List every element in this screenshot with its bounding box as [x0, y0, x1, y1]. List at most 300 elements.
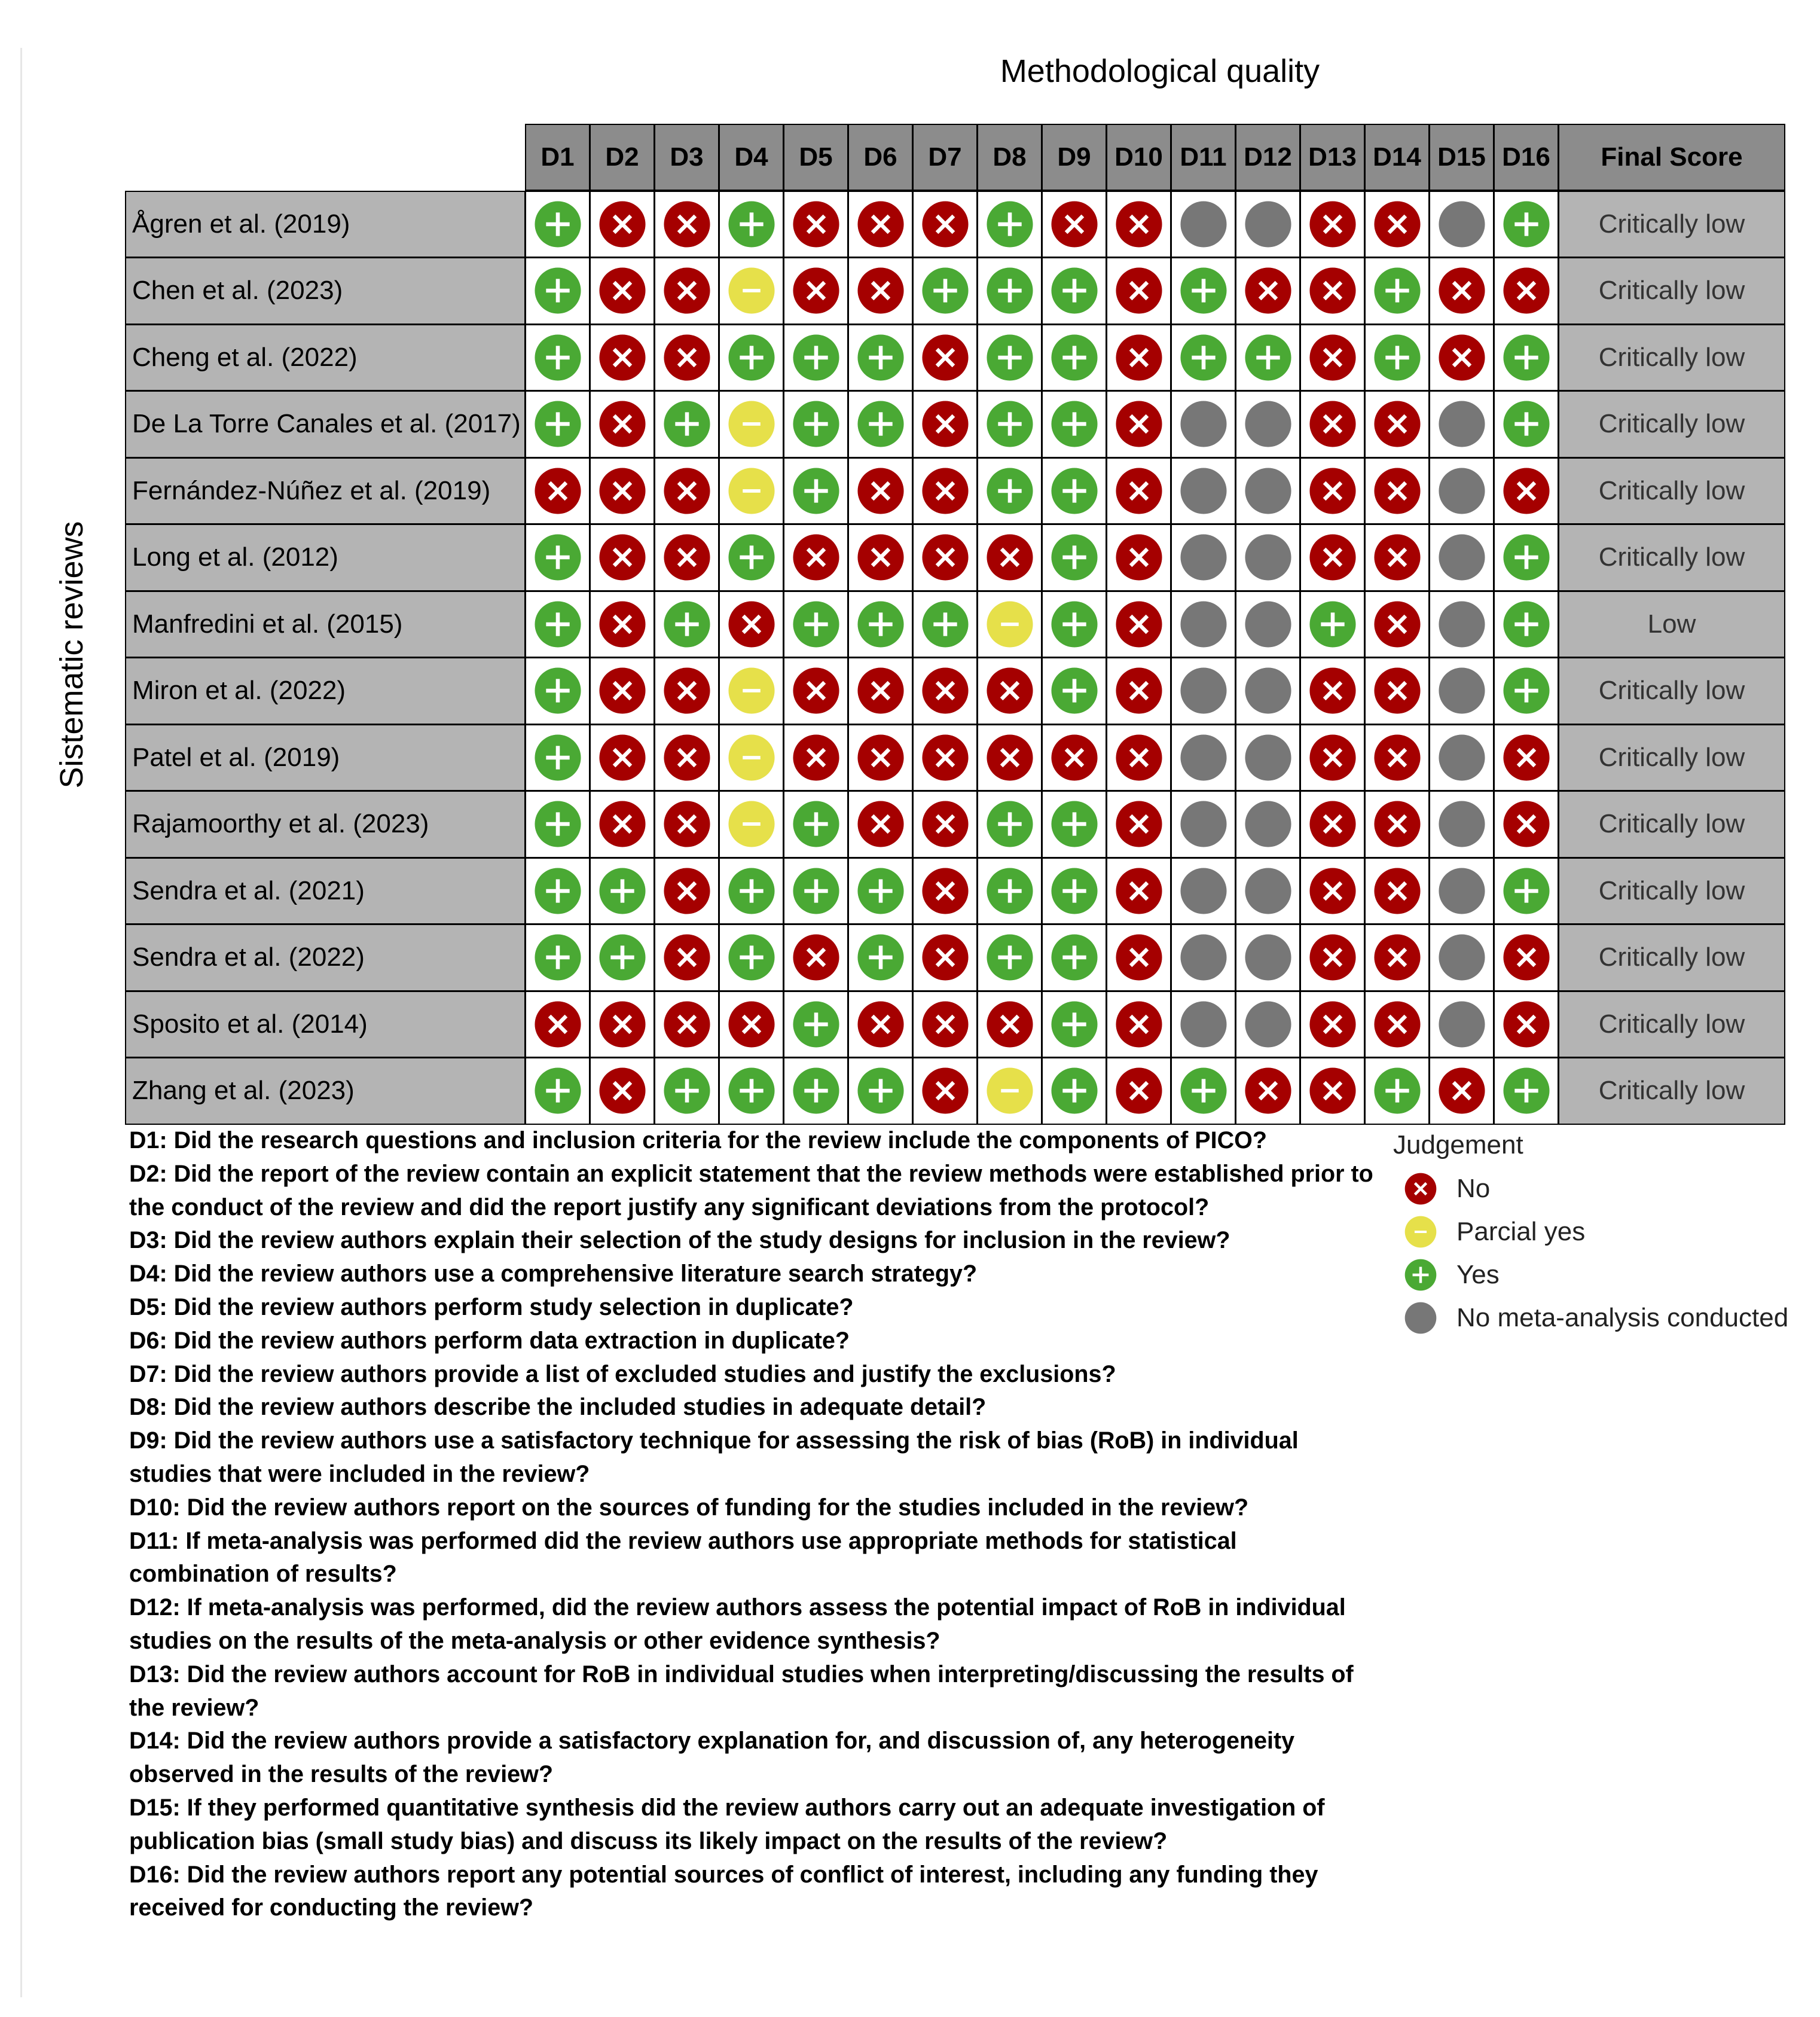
- no-cross-icon: [921, 200, 970, 249]
- no-cross-icon: [1114, 1000, 1164, 1049]
- yes-plus-icon: [856, 933, 905, 982]
- score-cell-d3: [654, 524, 719, 591]
- score-cell-d12: [1235, 591, 1300, 658]
- score-cell-d14: [1364, 791, 1430, 858]
- no-meta-analysis-circle-icon: [1179, 666, 1228, 715]
- yes-plus-icon: [1179, 1066, 1228, 1115]
- no-meta-analysis-circle-icon: [1244, 399, 1293, 448]
- no-cross-icon: [1114, 333, 1164, 382]
- score-cell-d13: [1300, 390, 1365, 458]
- review-name: Rajamoorthy et al. (2023): [125, 791, 526, 858]
- yes-plus-icon: [1404, 1258, 1437, 1292]
- domain-question: D6: Did the review authors perform data extraction in duplicate?: [129, 1327, 850, 1354]
- yes-plus-icon: [792, 399, 841, 448]
- score-cell-d5: [783, 1057, 848, 1125]
- review-name: De La Torre Canales et al. (2017): [125, 390, 526, 458]
- yes-plus-icon: [1050, 333, 1099, 382]
- score-cell-d13: [1300, 191, 1365, 258]
- y-axis-label: Sistematic reviews: [54, 521, 90, 789]
- no-cross-icon: [598, 1066, 647, 1115]
- no-cross-icon: [1373, 933, 1422, 982]
- no-cross-icon: [1308, 1066, 1357, 1115]
- score-cell-d2: [590, 858, 655, 925]
- score-cell-d10: [1106, 257, 1171, 325]
- score-cell-d6: [848, 191, 913, 258]
- yes-plus-icon: [533, 666, 582, 715]
- score-cell-d16: [1494, 591, 1559, 658]
- no-cross-icon: [1244, 1066, 1293, 1115]
- score-cell-d1: [525, 257, 590, 325]
- score-cell-d1: [525, 791, 590, 858]
- yes-plus-icon: [1502, 533, 1551, 582]
- yes-plus-icon: [921, 600, 970, 649]
- score-cell-d16: [1494, 390, 1559, 458]
- column-header-d14: D14: [1364, 124, 1430, 191]
- score-cell-d3: [654, 257, 719, 325]
- no-meta-analysis-circle-icon: [1179, 600, 1228, 649]
- table-row: [126, 591, 1785, 658]
- final-score: Critically low: [1558, 524, 1785, 591]
- domain-question: D9: Did the review authors use a satisfactory technique for assessing the risk of bias (RoB) in individual studies that were included in the review?: [129, 1427, 1299, 1487]
- domain-question: D7: Did the review authors provide a list of excluded studies and justify the exclusions?: [129, 1360, 1116, 1387]
- score-cell-d7: [912, 657, 978, 725]
- column-header-d1: D1: [525, 124, 590, 191]
- score-cell-d7: [912, 991, 978, 1058]
- yes-plus-icon: [1050, 399, 1099, 448]
- column-header-d13: D13: [1300, 124, 1365, 191]
- score-cell-d15: [1429, 924, 1494, 991]
- no-cross-icon: [662, 466, 711, 515]
- yes-plus-icon: [533, 533, 582, 582]
- score-cell-d3: [654, 390, 719, 458]
- score-cell-d4: [719, 324, 784, 392]
- score-cell-d12: [1235, 724, 1300, 792]
- legend-label: Parcial yes: [1456, 1217, 1586, 1246]
- no-cross-icon: [1373, 399, 1422, 448]
- domain-question: D15: If they performed quantitative synthesis did the review authors carry out an adequate investigation of publication bias (small study bias) and discuss its likely impact on the results of the review?: [129, 1794, 1325, 1854]
- score-cell-d8: [977, 924, 1042, 991]
- score-cell-d2: [590, 1057, 655, 1125]
- column-header-d12: D12: [1235, 124, 1300, 191]
- final-score: Critically low: [1558, 991, 1785, 1058]
- column-header-d8: D8: [977, 124, 1042, 191]
- score-cell-d16: [1494, 924, 1559, 991]
- yes-plus-icon: [985, 866, 1034, 916]
- score-cell-d11: [1171, 324, 1236, 392]
- no-cross-icon: [662, 200, 711, 249]
- no-meta-analysis-circle-icon: [1437, 1000, 1486, 1049]
- score-cell-d2: [590, 924, 655, 991]
- yes-plus-icon: [985, 933, 1034, 982]
- score-cell-d9: [1042, 524, 1107, 591]
- score-cell-d15: [1429, 257, 1494, 325]
- yes-plus-icon: [533, 266, 582, 315]
- no-meta-analysis-circle-icon: [1179, 733, 1228, 782]
- score-cell-d14: [1364, 657, 1430, 725]
- score-cell-d4: [719, 257, 784, 325]
- score-cell-d2: [590, 390, 655, 458]
- no-cross-icon: [1308, 200, 1357, 249]
- partial-minus-icon: [727, 266, 776, 315]
- score-cell-d16: [1494, 991, 1559, 1058]
- yes-plus-icon: [792, 1000, 841, 1049]
- no-cross-icon: [598, 666, 647, 715]
- score-cell-d8: [977, 724, 1042, 792]
- final-score: Critically low: [1558, 257, 1785, 325]
- column-header-d5: D5: [783, 124, 848, 191]
- no-cross-icon: [1114, 866, 1164, 916]
- score-cell-d8: [977, 390, 1042, 458]
- no-cross-icon: [1114, 533, 1164, 582]
- no-cross-icon: [598, 399, 647, 448]
- score-cell-d6: [848, 457, 913, 525]
- score-cell-d4: [719, 457, 784, 525]
- score-cell-d11: [1171, 457, 1236, 525]
- no-cross-icon: [856, 466, 905, 515]
- score-cell-d4: [719, 390, 784, 458]
- score-cell-d8: [977, 591, 1042, 658]
- yes-plus-icon: [985, 200, 1034, 249]
- score-cell-d6: [848, 724, 913, 792]
- score-cell-d11: [1171, 524, 1236, 591]
- no-meta-analysis-circle-icon: [1179, 200, 1228, 249]
- domain-question: D12: If meta-analysis was performed, did the review authors assess the potential impact of RoB in individual studies on the results of the meta-analysis or other evidence synthesis?: [129, 1594, 1346, 1654]
- score-cell-d10: [1106, 724, 1171, 792]
- no-cross-icon: [1114, 733, 1164, 782]
- no-cross-icon: [1114, 600, 1164, 649]
- table-row: [126, 524, 1785, 591]
- legend-item: [1393, 1167, 1788, 1210]
- no-cross-icon: [792, 733, 841, 782]
- column-header-d6: D6: [848, 124, 913, 191]
- yes-plus-icon: [1050, 800, 1099, 849]
- yes-plus-icon: [856, 333, 905, 382]
- table-row: [126, 725, 1785, 792]
- yes-plus-icon: [1502, 200, 1551, 249]
- score-cell-d6: [848, 924, 913, 991]
- column-header-d3: D3: [654, 124, 719, 191]
- score-cell-d1: [525, 1057, 590, 1125]
- yes-plus-icon: [727, 866, 776, 916]
- table-row: [126, 858, 1785, 925]
- score-cell-d2: [590, 324, 655, 392]
- score-cell-d13: [1300, 991, 1365, 1058]
- no-cross-icon: [792, 666, 841, 715]
- no-cross-icon: [1114, 466, 1164, 515]
- score-cell-d13: [1300, 257, 1365, 325]
- yes-plus-icon: [1050, 266, 1099, 315]
- score-cell-d2: [590, 991, 655, 1058]
- yes-plus-icon: [1373, 266, 1422, 315]
- no-meta-analysis-circle-icon: [1244, 866, 1293, 916]
- no-cross-icon: [1502, 800, 1551, 849]
- no-cross-icon: [533, 1000, 582, 1049]
- no-cross-icon: [598, 333, 647, 382]
- score-cell-d3: [654, 724, 719, 792]
- score-cell-d1: [525, 390, 590, 458]
- score-cell-d2: [590, 524, 655, 591]
- score-cell-d5: [783, 591, 848, 658]
- legend-label: Yes: [1456, 1260, 1500, 1289]
- final-score: Critically low: [1558, 924, 1785, 991]
- score-cell-d3: [654, 191, 719, 258]
- no-meta-analysis-circle-icon: [1179, 800, 1228, 849]
- legend-item: [1393, 1296, 1788, 1339]
- final-score: Critically low: [1558, 724, 1785, 792]
- score-cell-d8: [977, 191, 1042, 258]
- domain-question: D5: Did the review authors perform study selection in duplicate?: [129, 1293, 854, 1320]
- no-meta-analysis-circle-icon: [1179, 399, 1228, 448]
- domain-question: D10: Did the review authors report on the sources of funding for the studies included in the review?: [129, 1494, 1249, 1521]
- score-cell-d1: [525, 457, 590, 525]
- yes-plus-icon: [792, 333, 841, 382]
- table-row: [126, 658, 1785, 725]
- yes-plus-icon: [985, 399, 1034, 448]
- score-cell-d7: [912, 324, 978, 392]
- yes-plus-icon: [1244, 333, 1293, 382]
- score-cell-d13: [1300, 724, 1365, 792]
- score-cell-d3: [654, 991, 719, 1058]
- yes-plus-icon: [727, 200, 776, 249]
- yes-plus-icon: [533, 333, 582, 382]
- score-cell-d1: [525, 724, 590, 792]
- partial-minus-icon: [727, 666, 776, 715]
- domain-definitions: [129, 1124, 1379, 1925]
- score-cell-d5: [783, 324, 848, 392]
- no-cross-icon: [598, 800, 647, 849]
- score-cell-d4: [719, 791, 784, 858]
- table-row: [126, 391, 1785, 458]
- yes-plus-icon: [792, 1066, 841, 1115]
- score-cell-d3: [654, 324, 719, 392]
- score-cell-d5: [783, 257, 848, 325]
- no-cross-icon: [1114, 1066, 1164, 1115]
- no-meta-analysis-circle-icon: [1244, 200, 1293, 249]
- yes-plus-icon: [533, 200, 582, 249]
- no-meta-analysis-circle-icon: [1437, 533, 1486, 582]
- partial-minus-icon: [985, 600, 1034, 649]
- score-cell-d14: [1364, 191, 1430, 258]
- score-cell-d6: [848, 390, 913, 458]
- no-cross-icon: [1114, 666, 1164, 715]
- no-cross-icon: [1114, 266, 1164, 315]
- chart-title: Methodological quality: [1000, 53, 1320, 89]
- no-cross-icon: [598, 533, 647, 582]
- no-cross-icon: [1373, 466, 1422, 515]
- score-cell-d6: [848, 791, 913, 858]
- final-score: Critically low: [1558, 324, 1785, 392]
- score-cell-d15: [1429, 457, 1494, 525]
- score-cell-d4: [719, 1057, 784, 1125]
- score-cell-d14: [1364, 591, 1430, 658]
- score-cell-d3: [654, 591, 719, 658]
- partial-minus-icon: [727, 399, 776, 448]
- no-cross-icon: [1437, 266, 1486, 315]
- column-header-d16: D16: [1494, 124, 1559, 191]
- yes-plus-icon: [533, 866, 582, 916]
- score-cell-d3: [654, 657, 719, 725]
- score-cell-d5: [783, 924, 848, 991]
- no-meta-analysis-circle-icon: [1437, 933, 1486, 982]
- yes-plus-icon: [1502, 600, 1551, 649]
- no-meta-analysis-circle-icon: [1437, 466, 1486, 515]
- no-meta-analysis-circle-icon: [1437, 200, 1486, 249]
- no-meta-analysis-circle-icon: [1244, 933, 1293, 982]
- no-cross-icon: [598, 600, 647, 649]
- header-blank: [125, 124, 526, 191]
- no-cross-icon: [1502, 266, 1551, 315]
- score-cell-d5: [783, 724, 848, 792]
- no-meta-analysis-circle-icon: [1437, 733, 1486, 782]
- review-name: Cheng et al. (2022): [125, 324, 526, 392]
- table-row: [126, 791, 1785, 858]
- review-name: Sposito et al. (2014): [125, 991, 526, 1058]
- yes-plus-icon: [533, 399, 582, 448]
- yes-plus-icon: [1502, 666, 1551, 715]
- yes-plus-icon: [533, 933, 582, 982]
- score-cell-d13: [1300, 858, 1365, 925]
- review-name: Chen et al. (2023): [125, 257, 526, 325]
- table-row: [126, 924, 1785, 991]
- no-cross-icon: [1308, 1000, 1357, 1049]
- score-cell-d5: [783, 390, 848, 458]
- score-cell-d12: [1235, 858, 1300, 925]
- score-cell-d12: [1235, 524, 1300, 591]
- no-cross-icon: [1114, 200, 1164, 249]
- no-meta-analysis-circle-icon: [1437, 666, 1486, 715]
- score-cell-d15: [1429, 1057, 1494, 1125]
- column-header-d11: D11: [1171, 124, 1236, 191]
- table-row: [126, 325, 1785, 392]
- no-cross-icon: [792, 200, 841, 249]
- score-cell-d10: [1106, 591, 1171, 658]
- score-cell-d16: [1494, 1057, 1559, 1125]
- score-cell-d11: [1171, 390, 1236, 458]
- no-cross-icon: [985, 533, 1034, 582]
- score-cell-d7: [912, 524, 978, 591]
- yes-plus-icon: [1050, 666, 1099, 715]
- yes-plus-icon: [1050, 866, 1099, 916]
- score-cell-d14: [1364, 724, 1430, 792]
- no-cross-icon: [792, 266, 841, 315]
- no-cross-icon: [921, 933, 970, 982]
- yes-plus-icon: [727, 1066, 776, 1115]
- score-cell-d13: [1300, 791, 1365, 858]
- score-cell-d16: [1494, 657, 1559, 725]
- column-header-d7: D7: [912, 124, 978, 191]
- domain-question: D13: Did the review authors account for RoB in individual studies when interpreting/discussing the results of the review?: [129, 1661, 1354, 1721]
- yes-plus-icon: [985, 333, 1034, 382]
- score-cell-d15: [1429, 724, 1494, 792]
- no-cross-icon: [1373, 200, 1422, 249]
- score-cell-d14: [1364, 991, 1430, 1058]
- table-row: [126, 1058, 1785, 1125]
- score-cell-d2: [590, 457, 655, 525]
- score-cell-d11: [1171, 191, 1236, 258]
- score-cell-d1: [525, 191, 590, 258]
- score-cell-d15: [1429, 324, 1494, 392]
- score-cell-d5: [783, 657, 848, 725]
- score-cell-d13: [1300, 324, 1365, 392]
- yes-plus-icon: [533, 600, 582, 649]
- yes-plus-icon: [1502, 866, 1551, 916]
- yes-plus-icon: [533, 800, 582, 849]
- yes-plus-icon: [856, 600, 905, 649]
- review-name: Miron et al. (2022): [125, 657, 526, 725]
- no-meta-analysis-circle-icon: [1179, 1000, 1228, 1049]
- yes-plus-icon: [1502, 1066, 1551, 1115]
- no-cross-icon: [1373, 866, 1422, 916]
- score-cell-d1: [525, 524, 590, 591]
- score-cell-d2: [590, 657, 655, 725]
- final-score: Critically low: [1558, 457, 1785, 525]
- yes-plus-icon: [1050, 600, 1099, 649]
- yes-plus-icon: [662, 600, 711, 649]
- column-header-d10: D10: [1106, 124, 1171, 191]
- review-name: Ågren et al. (2019): [125, 191, 526, 258]
- score-cell-d13: [1300, 591, 1365, 658]
- domain-question: D14: Did the review authors provide a satisfactory explanation for, and discussion of, any heterogeneity observed in the results of the review?: [129, 1728, 1295, 1788]
- column-header-d2: D2: [590, 124, 655, 191]
- final-score: Critically low: [1558, 1057, 1785, 1125]
- score-cell-d12: [1235, 324, 1300, 392]
- score-cell-d10: [1106, 991, 1171, 1058]
- no-cross-icon: [1308, 800, 1357, 849]
- no-meta-analysis-circle-icon: [1244, 733, 1293, 782]
- no-cross-icon: [856, 1000, 905, 1049]
- yes-plus-icon: [1373, 333, 1422, 382]
- no-cross-icon: [985, 666, 1034, 715]
- no-cross-icon: [856, 533, 905, 582]
- score-cell-d16: [1494, 858, 1559, 925]
- yes-plus-icon: [792, 466, 841, 515]
- score-cell-d8: [977, 524, 1042, 591]
- score-cell-d4: [719, 657, 784, 725]
- score-cell-d13: [1300, 524, 1365, 591]
- score-cell-d5: [783, 858, 848, 925]
- score-cell-d10: [1106, 390, 1171, 458]
- score-cell-d7: [912, 457, 978, 525]
- score-cell-d1: [525, 858, 590, 925]
- score-cell-d7: [912, 390, 978, 458]
- score-cell-d7: [912, 724, 978, 792]
- yes-plus-icon: [533, 1066, 582, 1115]
- score-cell-d16: [1494, 724, 1559, 792]
- no-cross-icon: [662, 866, 711, 916]
- no-cross-icon: [662, 533, 711, 582]
- no-cross-icon: [921, 1000, 970, 1049]
- yes-plus-icon: [856, 1066, 905, 1115]
- score-cell-d3: [654, 1057, 719, 1125]
- review-name: Zhang et al. (2023): [125, 1057, 526, 1125]
- score-cell-d14: [1364, 324, 1430, 392]
- score-cell-d4: [719, 858, 784, 925]
- no-cross-icon: [1373, 533, 1422, 582]
- score-cell-d4: [719, 991, 784, 1058]
- score-cell-d10: [1106, 524, 1171, 591]
- score-cell-d2: [590, 591, 655, 658]
- domain-question: D8: Did the review authors describe the included studies in adequate detail?: [129, 1394, 987, 1421]
- score-cell-d15: [1429, 657, 1494, 725]
- score-cell-d9: [1042, 591, 1107, 658]
- no-cross-icon: [662, 800, 711, 849]
- score-cell-d7: [912, 191, 978, 258]
- score-cell-d7: [912, 591, 978, 658]
- no-cross-icon: [1308, 399, 1357, 448]
- table-row: [126, 458, 1785, 525]
- score-cell-d16: [1494, 324, 1559, 392]
- score-cell-d12: [1235, 257, 1300, 325]
